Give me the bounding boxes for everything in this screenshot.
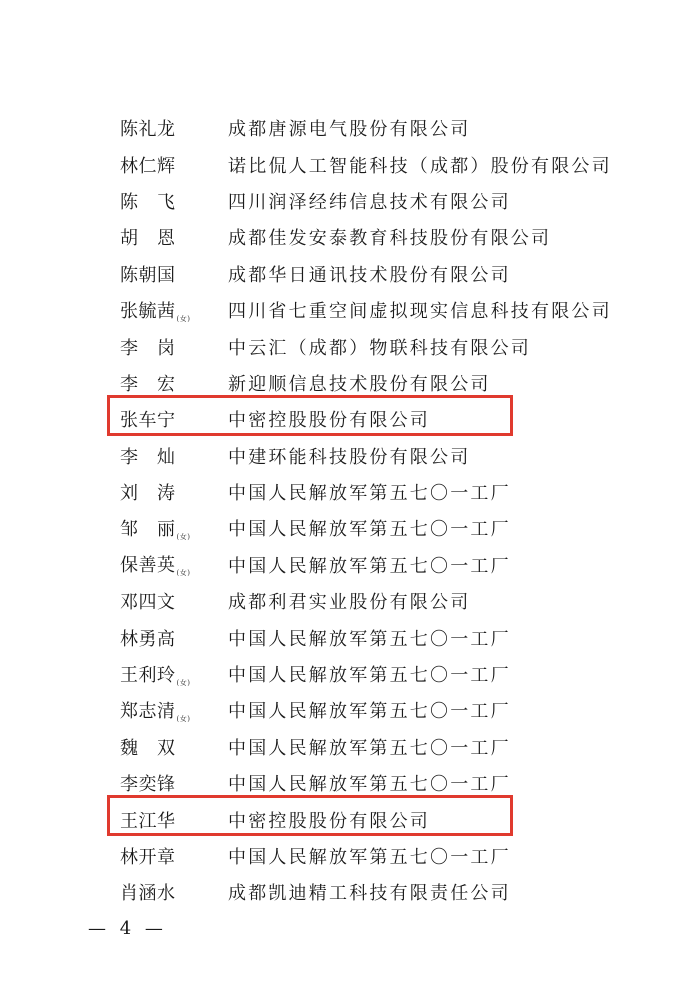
recipient-name: 林勇高	[120, 628, 176, 650]
recipient-organization: 成都华日通讯技术股份有限公司	[228, 264, 511, 286]
list-item	[120, 328, 640, 364]
recipient-organization: 中建环能科技股份有限公司	[228, 446, 471, 468]
recipient-organization: 新迎顺信息技术股份有限公司	[228, 373, 491, 395]
gender-note: (女)	[176, 714, 191, 723]
list-item	[120, 583, 640, 619]
list-item	[120, 438, 640, 474]
recipient-organization: 成都凯迪精工科技有限责任公司	[228, 883, 511, 905]
recipient-name-cell	[120, 879, 228, 905]
recipient-name-cell	[120, 551, 228, 578]
recipient-organization: 中国人民解放军第五七〇一工厂	[228, 483, 511, 505]
recipient-organization: 中云汇（成都）物联科技有限公司	[228, 337, 531, 359]
recipient-organization: 四川省七重空间虚拟现实信息科技有限公司	[228, 301, 612, 323]
recipient-name: 李 岗	[120, 337, 176, 359]
recipient-name-cell	[120, 297, 228, 324]
recipient-organization: 中国人民解放军第五七〇一工厂	[228, 847, 511, 868]
recipient-name: 陈礼龙	[120, 119, 176, 141]
award-recipient-list	[120, 110, 640, 911]
recipient-name: 张毓茜	[120, 300, 176, 322]
recipient-organization: 四川润泽经纬信息技术有限公司	[228, 191, 511, 213]
gender-note: (女)	[176, 314, 191, 323]
recipient-name-cell	[120, 261, 228, 287]
recipient-name-cell	[120, 443, 228, 469]
list-item	[120, 256, 640, 292]
recipient-name-cell	[120, 115, 228, 141]
gender-note: (女)	[176, 569, 191, 578]
recipient-name: 保善英	[120, 555, 176, 577]
list-item	[120, 838, 640, 874]
recipient-name-cell	[120, 588, 228, 614]
recipient-name-cell	[120, 406, 228, 432]
gender-note: (女)	[176, 678, 191, 687]
recipient-name-cell	[120, 479, 228, 505]
recipient-name: 郑志清	[120, 700, 176, 722]
recipient-name-cell	[120, 152, 228, 178]
recipient-name: 邓四文	[120, 592, 176, 614]
recipient-organization: 诺比侃人工智能科技（成都）股份有限公司	[228, 155, 612, 177]
recipient-name: 王江华	[120, 810, 176, 832]
recipient-name-cell	[120, 697, 228, 724]
recipient-organization: 中国人民解放军第五七〇一工厂	[228, 555, 511, 577]
recipient-name-cell	[120, 807, 228, 833]
recipient-organization: 中密控股股份有限公司	[228, 410, 430, 432]
recipient-name: 胡 恩	[120, 228, 176, 250]
list-item	[120, 474, 640, 510]
recipient-name-cell	[120, 661, 228, 688]
recipient-name: 魏 双	[120, 737, 176, 759]
recipient-name: 陈 飞	[120, 191, 176, 213]
recipient-name-cell	[120, 734, 228, 760]
list-item	[120, 692, 640, 728]
list-item	[120, 765, 640, 801]
recipient-name: 刘 涛	[120, 483, 176, 505]
list-item	[120, 401, 640, 437]
list-item	[120, 365, 640, 401]
recipient-name: 陈朝国	[120, 264, 176, 286]
recipient-name: 张车宁	[120, 410, 176, 432]
page-number: — 4 —	[88, 918, 167, 939]
recipient-name-cell	[120, 188, 228, 214]
recipient-organization: 中国人民解放军第五七〇一工厂	[228, 701, 511, 723]
recipient-name: 李 灿	[120, 446, 176, 468]
recipient-name: 王利玲	[120, 664, 176, 686]
recipient-organization: 中密控股股份有限公司	[228, 810, 430, 832]
list-item	[120, 729, 640, 765]
list-item	[120, 547, 640, 583]
gender-note: (女)	[176, 532, 191, 541]
recipient-organization: 成都唐源电气股份有限公司	[228, 119, 471, 141]
recipient-name-cell	[120, 224, 228, 250]
recipient-name-cell	[120, 334, 228, 360]
recipient-organization: 成都佳发安泰教育科技股份有限公司	[228, 228, 552, 250]
list-item	[120, 146, 640, 182]
recipient-organization: 中国人民解放军第五七〇一工厂	[228, 519, 511, 541]
recipient-name-cell	[120, 770, 228, 796]
list-item	[120, 656, 640, 692]
recipient-organization: 中国人民解放军第五七〇一工厂	[228, 665, 511, 687]
list-item	[120, 219, 640, 255]
recipient-organization: 中国人民解放军第五七〇一工厂	[228, 737, 511, 759]
recipient-name-cell	[120, 370, 228, 396]
recipient-organization: 成都利君实业股份有限公司	[228, 592, 471, 614]
recipient-organization: 中国人民解放军第五七〇一工厂	[228, 628, 511, 650]
recipient-name: 肖涵水	[120, 883, 176, 905]
recipient-name: 林开章	[120, 847, 176, 868]
list-item	[120, 510, 640, 546]
list-item	[120, 874, 640, 910]
list-item	[120, 619, 640, 655]
recipient-name: 李奕锋	[120, 774, 176, 796]
list-item	[120, 292, 640, 328]
list-item	[120, 183, 640, 219]
recipient-name: 林仁辉	[120, 155, 176, 177]
recipient-name: 邹 丽	[120, 518, 176, 540]
list-item	[120, 110, 640, 146]
list-item	[120, 801, 640, 837]
recipient-name-cell	[120, 625, 228, 651]
recipient-name: 李 宏	[120, 373, 176, 395]
recipient-name-cell	[120, 515, 228, 542]
recipient-name-cell	[120, 843, 228, 869]
recipient-organization: 中国人民解放军第五七〇一工厂	[228, 774, 511, 796]
